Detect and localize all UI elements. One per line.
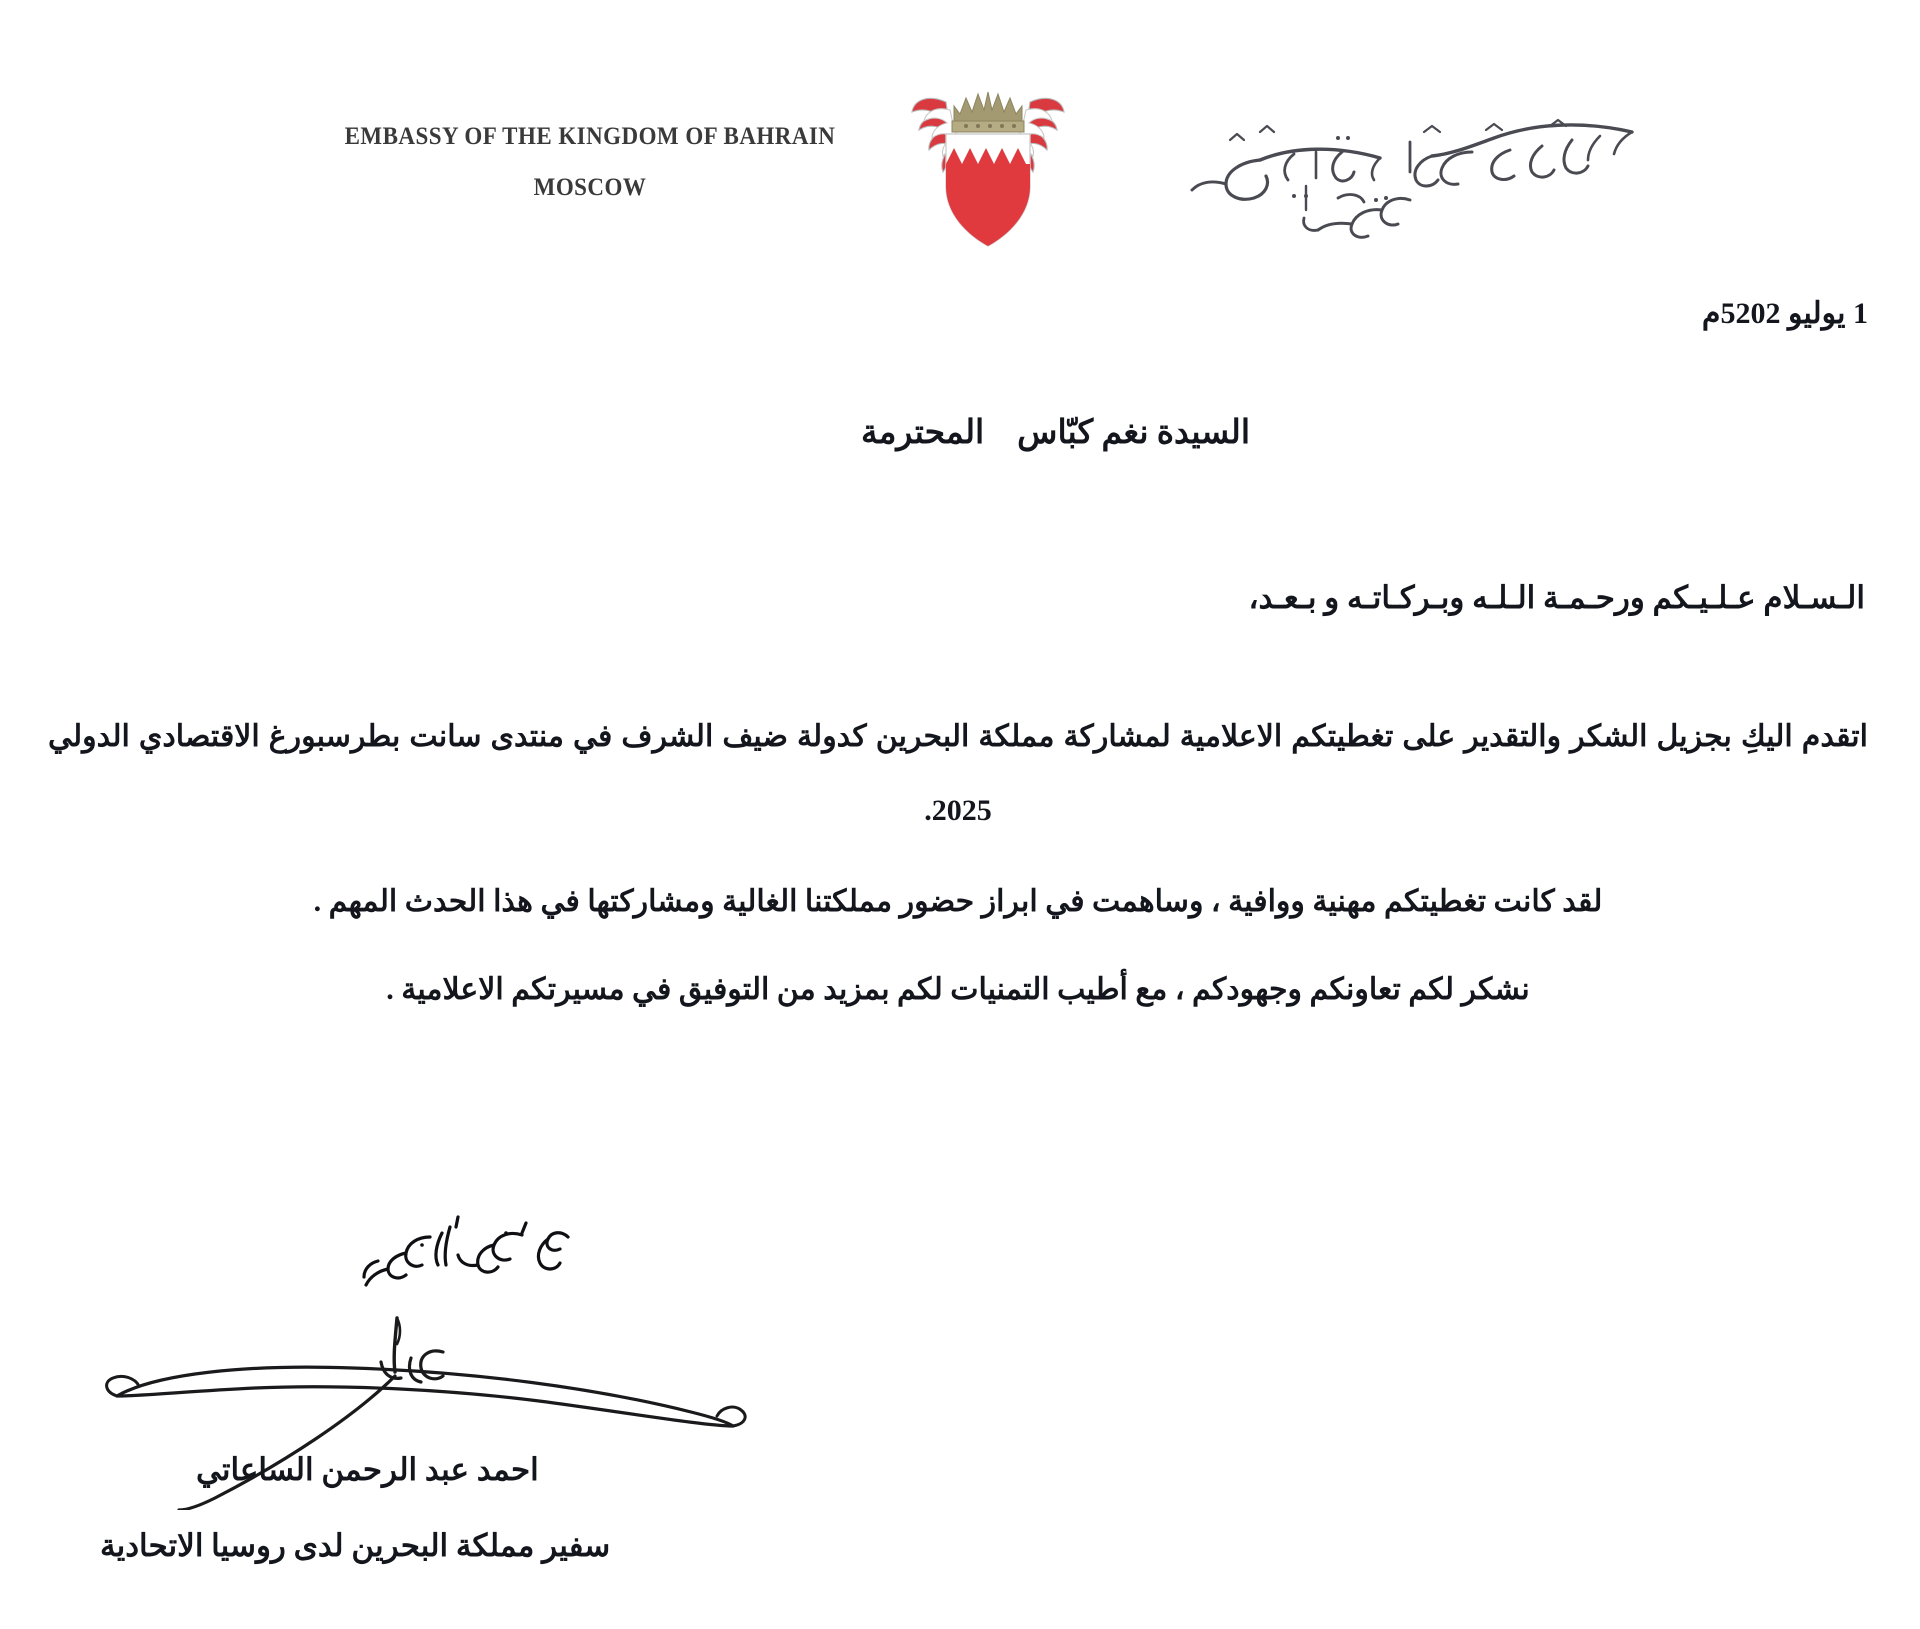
signer-title: سفير مملكة البحرين لدى روسيا الاتحادية	[100, 1528, 611, 1563]
body-paragraph-2: لقد كانت تغطيتكم مهنية ووافية ، وساهمت في ابراز حضور مملكتنا الغالية ومشاركتها في هذا الحدث المهم .	[313, 885, 1603, 918]
letterhead-english	[300, 124, 880, 200]
letter-body	[48, 700, 1868, 1040]
signer-name: احمد عبد الرحمن الساعاتي	[196, 1452, 539, 1487]
recipient-line: السيدة نغم كبّاس المحترمة	[861, 415, 1250, 451]
body-paragraph-3: نشكر لكم تعاونكم وجهودكم ، مع أطيب التمنيات لكم بمزيد من التوفيق في مسيرتكم الاعلامية .	[386, 972, 1530, 1006]
letterhead-english-line1: EMBASSY OF THE KINGDOM OF BAHRAIN	[344, 123, 836, 150]
closing-handwritten	[330, 1215, 590, 1295]
letterhead-english-line2: MOSCOW	[533, 174, 647, 201]
letterhead	[0, 36, 1920, 236]
coat-of-arms-icon	[888, 66, 1088, 262]
greeting-line: الـسـلام عـلـيـكم ورحـمـة الـلـه وبـركـاتـه و بـعـد،	[1248, 580, 1865, 615]
letterhead-arabic	[1080, 80, 1660, 240]
body-paragraph-1: اتقدم اليكِ بجزيل الشكر والتقدير على تغطيتكم الاعلامية لمشاركة مملكة البحرين كدولة ضيف الشرف في منتدى سانت بطرسبورغ الاقتصادي الدولي 2025.	[48, 720, 1868, 827]
letter-date: 1 يوليو 2025م	[1701, 297, 1868, 330]
